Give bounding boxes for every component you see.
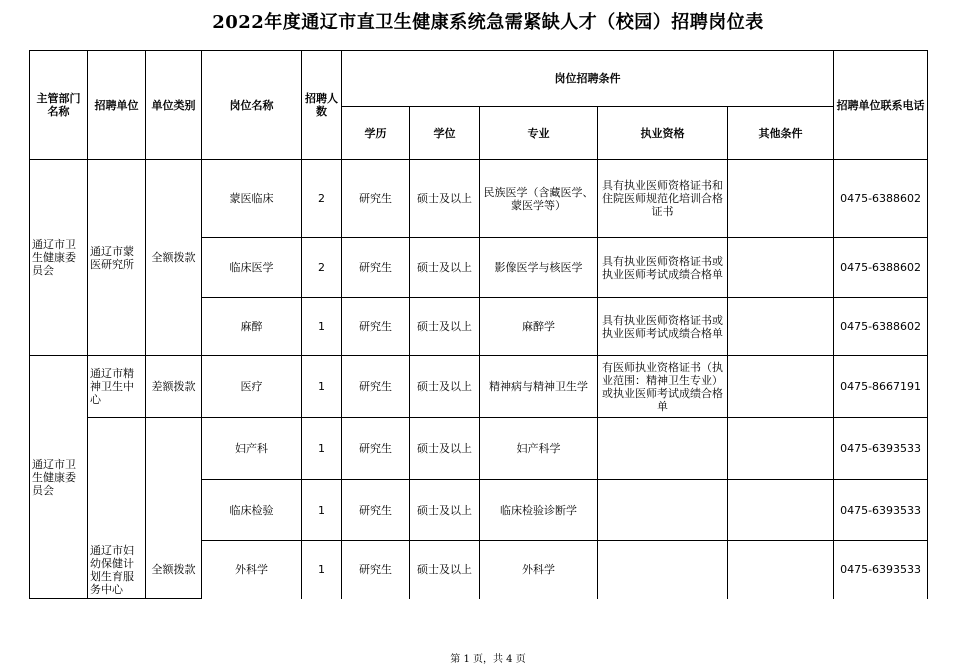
- other-cell: [728, 480, 834, 541]
- table-row: [30, 356, 928, 418]
- dept-cell: 通辽市卫生健康委员会: [30, 356, 88, 599]
- dept-cell: 通辽市卫生健康委员会: [30, 160, 88, 356]
- header-phone: 招聘单位联系电话: [834, 51, 928, 160]
- phone-cell: 0475-6393533: [834, 480, 928, 541]
- education-cell: 研究生: [342, 356, 410, 418]
- unit-cell: 通辽市妇幼保健计划生育服务中心: [88, 418, 146, 599]
- header-count: 招聘人数: [302, 51, 342, 160]
- degree-cell: 硕士及以上: [410, 418, 480, 480]
- phone-cell: 0475-6393533: [834, 418, 928, 480]
- count-cell: 1: [302, 418, 342, 480]
- major-cell: 外科学: [480, 541, 598, 599]
- category-cell: 全额拨款: [146, 418, 202, 599]
- qualification-cell: 有医师执业资格证书（执业范围：精神卫生专业）或执业医师考试成绩合格单: [598, 356, 728, 418]
- phone-cell: 0475-6388602: [834, 238, 928, 298]
- phone-cell: 0475-6393533: [834, 541, 928, 599]
- count-cell: 1: [302, 356, 342, 418]
- qualification-cell: 具有执业医师资格证书或执业医师考试成绩合格单: [598, 238, 728, 298]
- qualification-cell: [598, 480, 728, 541]
- recruitment-table: [29, 50, 928, 599]
- position-cell: 临床检验: [202, 480, 302, 541]
- header-category: 单位类别: [146, 51, 202, 160]
- count-cell: 2: [302, 238, 342, 298]
- education-cell: 研究生: [342, 160, 410, 238]
- phone-cell: 0475-8667191: [834, 356, 928, 418]
- education-cell: 研究生: [342, 480, 410, 541]
- qualification-cell: 具有执业医师资格证书和住院医师规范化培训合格证书: [598, 160, 728, 238]
- header-major: 专业: [480, 107, 598, 160]
- category-cell: 差额拨款: [146, 356, 202, 418]
- education-cell: 研究生: [342, 238, 410, 298]
- degree-cell: 硕士及以上: [410, 356, 480, 418]
- education-cell: 研究生: [342, 418, 410, 480]
- header-qualification: 执业资格: [598, 107, 728, 160]
- qualification-cell: 具有执业医师资格证书或执业医师考试成绩合格单: [598, 298, 728, 356]
- page-title: 2022年度通辽市直卫生健康系统急需紧缺人才（校园）招聘岗位表: [212, 12, 764, 33]
- major-cell: 临床检验诊断学: [480, 480, 598, 541]
- major-cell: 麻醉学: [480, 298, 598, 356]
- education-cell: 研究生: [342, 541, 410, 599]
- position-cell: 临床医学: [202, 238, 302, 298]
- other-cell: [728, 541, 834, 599]
- unit-cell: 通辽市蒙医研究所: [88, 160, 146, 356]
- degree-cell: 硕士及以上: [410, 541, 480, 599]
- qualification-cell: [598, 541, 728, 599]
- major-cell: 妇产科学: [480, 418, 598, 480]
- phone-cell: 0475-6388602: [834, 160, 928, 238]
- degree-cell: 硕士及以上: [410, 480, 480, 541]
- other-cell: [728, 356, 834, 418]
- other-cell: [728, 160, 834, 238]
- phone-cell: 0475-6388602: [834, 298, 928, 356]
- count-cell: 2: [302, 160, 342, 238]
- header-degree: 学位: [410, 107, 480, 160]
- other-cell: [728, 418, 834, 480]
- position-cell: 妇产科: [202, 418, 302, 480]
- header-education: 学历: [342, 107, 410, 160]
- other-cell: [728, 298, 834, 356]
- position-cell: 医疗: [202, 356, 302, 418]
- position-cell: 蒙医临床: [202, 160, 302, 238]
- table-row: [30, 418, 928, 480]
- other-cell: [728, 238, 834, 298]
- header-dept: 主管部门名称: [30, 51, 88, 160]
- position-cell: 麻醉: [202, 298, 302, 356]
- education-cell: 研究生: [342, 298, 410, 356]
- degree-cell: 硕士及以上: [410, 238, 480, 298]
- degree-cell: 硕士及以上: [410, 298, 480, 356]
- major-cell: 影像医学与核医学: [480, 238, 598, 298]
- header-other: 其他条件: [728, 107, 834, 160]
- header-unit: 招聘单位: [88, 51, 146, 160]
- unit-cell: 通辽市精神卫生中心: [88, 356, 146, 418]
- header-position: 岗位名称: [202, 51, 302, 160]
- table-row: [30, 160, 928, 238]
- major-cell: 民族医学（含藏医学、蒙医学等）: [480, 160, 598, 238]
- qualification-cell: [598, 418, 728, 480]
- header-conditions: 岗位招聘条件: [342, 51, 834, 107]
- count-cell: 1: [302, 480, 342, 541]
- count-cell: 1: [302, 298, 342, 356]
- position-cell: 外科学: [202, 541, 302, 599]
- page-footer: 第 1 页，共 4 页: [450, 654, 526, 665]
- count-cell: 1: [302, 541, 342, 599]
- major-cell: 精神病与精神卫生学: [480, 356, 598, 418]
- category-cell: 全额拨款: [146, 160, 202, 356]
- degree-cell: 硕士及以上: [410, 160, 480, 238]
